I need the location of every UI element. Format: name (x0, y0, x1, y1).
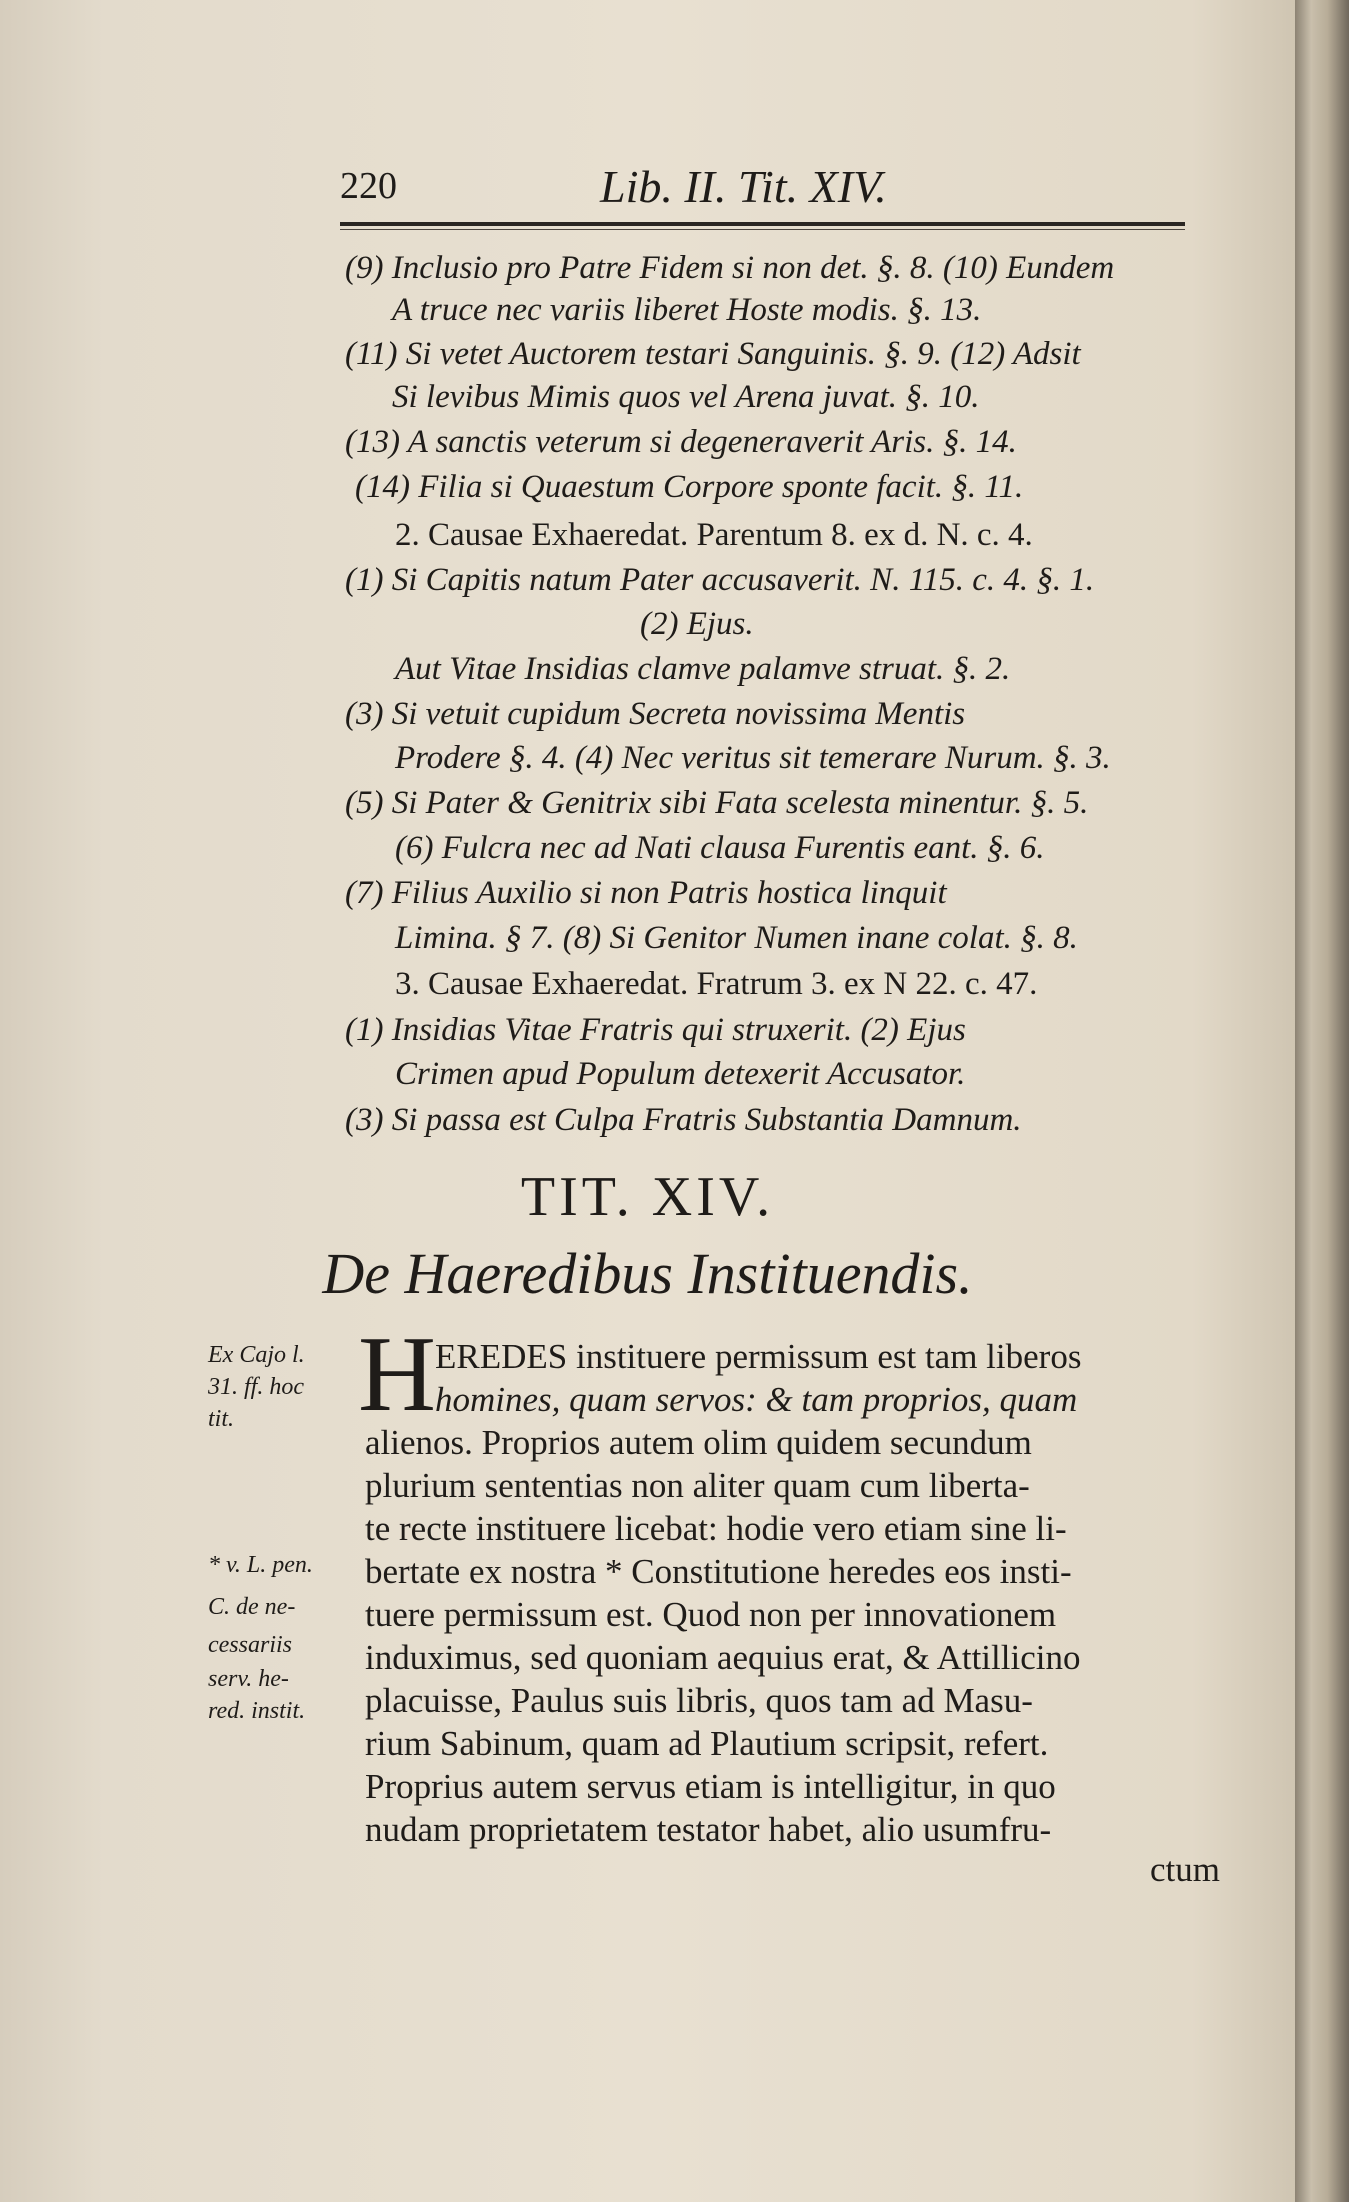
body-line: Proprius autem servus etiam is intelligitur, in quo (365, 1767, 1056, 1806)
catchword: ctum (1150, 1850, 1220, 1889)
margin-note-line: C. de ne- (208, 1594, 296, 1620)
index-line: 3. Causae Exhaeredat. Fratrum 3. ex N 22. c. 47. (395, 966, 1038, 1002)
index-line: (2) Ejus. (640, 606, 754, 642)
index-line: Aut Vitae Insidias clamve palamve struat. §. 2. (395, 651, 1011, 687)
index-line: (7) Filius Auxilio si non Patris hostica linquit (345, 875, 947, 911)
drop-cap: H (358, 1315, 436, 1434)
header-rule (340, 222, 1185, 226)
page-number: 220 (340, 165, 397, 207)
margin-note-line: red. instit. (208, 1698, 306, 1724)
index-line: (11) Si vetet Auctorem testari Sanguinis. §. 9. (12) Adsit (345, 336, 1081, 372)
index-line: (9) Inclusio pro Patre Fidem si non det. §. 8. (10) Eundem (345, 250, 1115, 286)
body-line: placuisse, Paulus suis libris, quos tam ad Masu- (365, 1681, 1033, 1720)
page-header (340, 160, 1220, 220)
index-line: A truce nec variis liberet Hoste modis. §. 13. (392, 292, 982, 328)
index-line: (13) A sanctis veterum si degeneraverit Aris. §. 14. (345, 424, 1017, 460)
index-line: Si levibus Mimis quos vel Arena juvat. §. 10. (392, 379, 980, 415)
index-line: (3) Si vetuit cupidum Secreta novissima Mentis (345, 696, 966, 732)
body-line: rium Sabinum, quam ad Plautium scripsit, refert. (365, 1724, 1049, 1763)
book-gutter (1295, 0, 1349, 2202)
index-line: Crimen apud Populum detexerit Accusator. (395, 1056, 966, 1092)
margin-note-line: cessariis (208, 1632, 292, 1658)
index-line: Prodere §. 4. (4) Nec veritus sit temerare Nurum. §. 3. (395, 740, 1111, 776)
body-line: nudam proprietatem testator habet, alio usumfru- (365, 1810, 1052, 1849)
margin-note-line: * v. L. pen. (208, 1552, 313, 1578)
index-line: (1) Insidias Vitae Fratris qui struxerit. (2) Ejus (345, 1012, 966, 1048)
margin-note-line: tit. (208, 1406, 235, 1432)
index-line: (14) Filia si Quaestum Corpore sponte facit. §. 11. (355, 469, 1024, 505)
title-number: TIT. XIV. (520, 1166, 775, 1228)
margin-note-line: 31. ff. hoc (208, 1374, 304, 1400)
title-subject: De Haeredibus Instituendis. (322, 1241, 973, 1306)
margin-note-line: Ex Cajo l. (208, 1342, 305, 1368)
body-line: induximus, sed quoniam aequius erat, & Attillicino (365, 1638, 1081, 1677)
header-rule-thin (340, 229, 1185, 230)
index-line: (5) Si Pater & Genitrix sibi Fata scelesta minentur. §. 5. (345, 785, 1089, 821)
body-line: homines, quam servos: & tam proprios, quam (435, 1380, 1078, 1419)
index-line: 2. Causae Exhaeredat. Parentum 8. ex d. N. c. 4. (395, 517, 1033, 553)
body-line: plurium sententias non aliter quam cum liberta- (365, 1466, 1030, 1505)
index-line: (1) Si Capitis natum Pater accusaverit. N. 115. c. 4. §. 1. (345, 562, 1095, 598)
body-line: tuere permissum est. Quod non per innovationem (365, 1595, 1057, 1634)
index-line: (6) Fulcra nec ad Nati clausa Furentis eant. §. 6. (395, 830, 1045, 866)
running-title: Lib. II. Tit. XIV. (600, 161, 887, 212)
index-line: Limina. § 7. (8) Si Genitor Numen inane colat. §. 8. (395, 920, 1078, 956)
body-line: bertate ex nostra * Constitutione heredes eos insti- (365, 1552, 1072, 1591)
index-line: (3) Si passa est Culpa Fratris Substantia Damnum. (345, 1102, 1022, 1138)
body-line: alienos. Proprios autem olim quidem secundum (365, 1423, 1032, 1462)
margin-note-line: serv. he- (208, 1666, 289, 1692)
body-line: EREDES instituere permissum est tam liberos (435, 1337, 1082, 1376)
body-line: te recte instituere licebat: hodie vero etiam sine li- (365, 1509, 1067, 1548)
